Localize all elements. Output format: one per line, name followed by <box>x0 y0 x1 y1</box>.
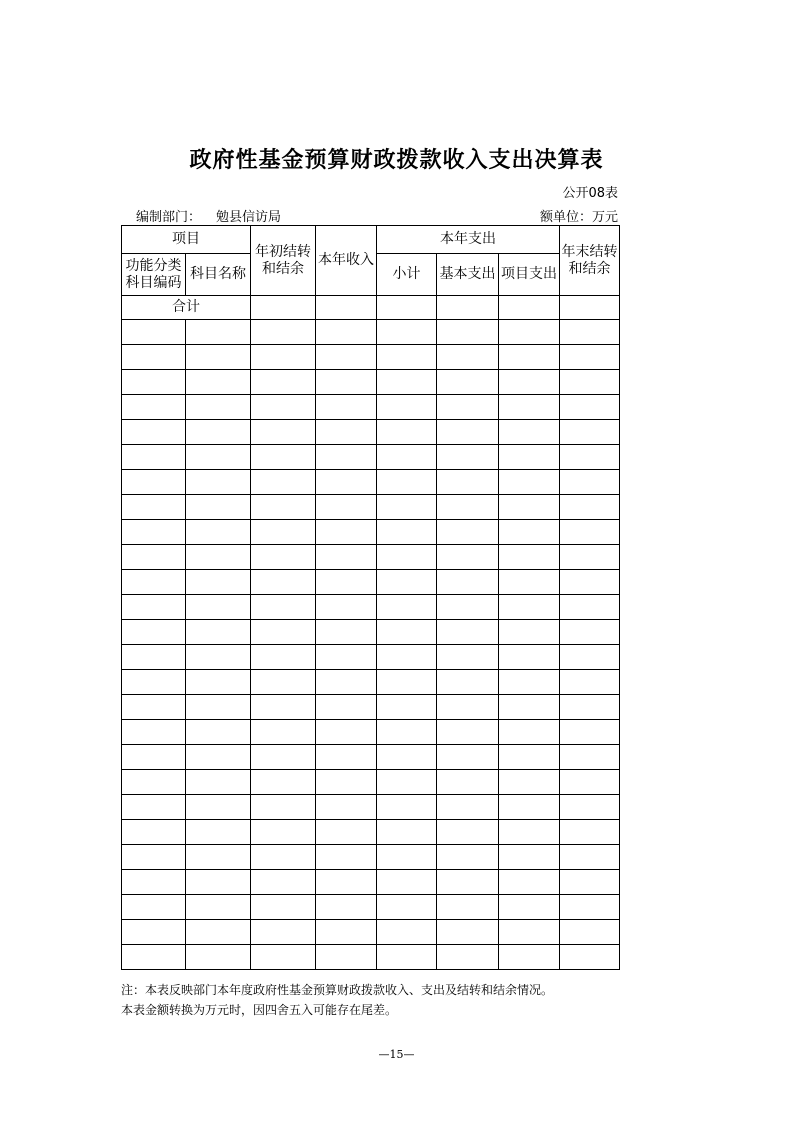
table-cell <box>499 870 560 895</box>
table-cell <box>560 645 620 670</box>
table-cell <box>437 795 499 820</box>
table-cell <box>560 345 620 370</box>
table-cell <box>499 620 560 645</box>
table-row <box>122 345 620 370</box>
table-cell <box>186 920 251 945</box>
table-cell <box>377 745 437 770</box>
table-row <box>122 395 620 420</box>
table-cell <box>251 470 316 495</box>
table-cell <box>251 945 316 970</box>
table-cell <box>560 570 620 595</box>
header-basic-expense: 基本支出 <box>437 254 499 296</box>
table-cell <box>437 645 499 670</box>
table-cell <box>560 920 620 945</box>
table-cell <box>186 695 251 720</box>
table-cell <box>437 470 499 495</box>
table-cell <box>499 895 560 920</box>
table-cell <box>251 495 316 520</box>
table-cell <box>377 820 437 845</box>
table-cell <box>186 345 251 370</box>
total-cell <box>437 296 499 320</box>
table-cell <box>251 595 316 620</box>
table-row <box>122 845 620 870</box>
table-cell <box>437 620 499 645</box>
table-cell <box>560 820 620 845</box>
table-cell <box>316 845 377 870</box>
table-row <box>122 470 620 495</box>
table-cell <box>186 370 251 395</box>
table-cell <box>316 570 377 595</box>
table-cell <box>377 845 437 870</box>
table-cell <box>251 345 316 370</box>
table-cell <box>251 670 316 695</box>
table-cell <box>186 845 251 870</box>
table-cell <box>316 545 377 570</box>
table-row <box>122 695 620 720</box>
table-cell <box>251 445 316 470</box>
table-cell <box>437 670 499 695</box>
table-cell <box>251 845 316 870</box>
table-cell <box>560 795 620 820</box>
table-cell <box>316 620 377 645</box>
table-cell <box>186 520 251 545</box>
table-cell <box>499 820 560 845</box>
table-cell <box>560 470 620 495</box>
total-cell <box>377 296 437 320</box>
table-cell <box>316 795 377 820</box>
table-cell <box>437 320 499 345</box>
table-cell <box>186 470 251 495</box>
table-cell <box>499 345 560 370</box>
table-cell <box>122 520 186 545</box>
table-cell <box>437 845 499 870</box>
table-cell <box>316 520 377 545</box>
table-row <box>122 720 620 745</box>
table-cell <box>377 345 437 370</box>
table-cell <box>122 695 186 720</box>
table-cell <box>437 445 499 470</box>
table-cell <box>499 595 560 620</box>
table-cell <box>499 945 560 970</box>
table-cell <box>499 320 560 345</box>
table-cell <box>186 570 251 595</box>
table-cell <box>560 695 620 720</box>
table-cell <box>316 670 377 695</box>
table-cell <box>377 395 437 420</box>
table-cell <box>437 745 499 770</box>
table-cell <box>499 370 560 395</box>
table-row <box>122 420 620 445</box>
table-cell <box>560 870 620 895</box>
table-cell <box>560 945 620 970</box>
table-row <box>122 645 620 670</box>
table-cell <box>316 345 377 370</box>
page-number: —15— <box>378 1048 415 1061</box>
table-cell <box>377 595 437 620</box>
table-cell <box>499 420 560 445</box>
table-cell <box>560 720 620 745</box>
table-cell <box>186 870 251 895</box>
total-cell <box>316 296 377 320</box>
table-cell <box>122 820 186 845</box>
table-cell <box>377 620 437 645</box>
table-cell <box>377 645 437 670</box>
table-cell <box>251 745 316 770</box>
table-cell <box>437 595 499 620</box>
table-cell <box>437 695 499 720</box>
header-function-code: 功能分类科目编码 <box>122 254 186 296</box>
table-cell <box>122 445 186 470</box>
table-cell <box>560 620 620 645</box>
table-cell <box>437 345 499 370</box>
table-row <box>122 945 620 970</box>
table-cell <box>499 395 560 420</box>
table-cell <box>499 570 560 595</box>
table-cell <box>122 895 186 920</box>
header-closing-balance: 年末结转和结余 <box>560 226 620 296</box>
table-cell <box>186 745 251 770</box>
table-row <box>122 445 620 470</box>
table-cell <box>122 495 186 520</box>
table-cell <box>251 620 316 645</box>
table-cell <box>316 445 377 470</box>
table-cell <box>377 570 437 595</box>
table-cell <box>377 670 437 695</box>
table-cell <box>316 695 377 720</box>
total-row <box>122 296 620 320</box>
table-cell <box>251 895 316 920</box>
header-annual-income: 本年收入 <box>316 226 377 296</box>
note-line: 注：本表反映部门本年度政府性基金预算财政拨款收入、支出及结转和结余情况。 <box>121 983 554 997</box>
table-cell <box>186 645 251 670</box>
table-row <box>122 745 620 770</box>
table-cell <box>560 670 620 695</box>
table-row <box>122 520 620 545</box>
department-name: 勉县信访局 <box>216 210 282 225</box>
table-cell <box>186 620 251 645</box>
table-cell <box>122 345 186 370</box>
table-cell <box>316 820 377 845</box>
table-cell <box>377 420 437 445</box>
table-cell <box>499 670 560 695</box>
table-cell <box>560 445 620 470</box>
table-cell <box>251 420 316 445</box>
table-cell <box>437 820 499 845</box>
table-cell <box>499 795 560 820</box>
table-cell <box>560 495 620 520</box>
form-code: 公开08表 <box>562 186 618 201</box>
table-cell <box>186 670 251 695</box>
table-cell <box>251 545 316 570</box>
table-cell <box>251 695 316 720</box>
table-cell <box>186 320 251 345</box>
table-cell <box>377 370 437 395</box>
table-cell <box>437 870 499 895</box>
table-cell <box>316 720 377 745</box>
table-cell <box>251 370 316 395</box>
table-cell <box>186 720 251 745</box>
table-cell <box>560 745 620 770</box>
table-row <box>122 545 620 570</box>
table-cell <box>251 720 316 745</box>
note-line: 本表金额转换为万元时，因四舍五入可能存在尾差。 <box>121 1003 398 1017</box>
table-cell <box>499 645 560 670</box>
table-cell <box>499 845 560 870</box>
table-cell <box>122 395 186 420</box>
table-row <box>122 495 620 520</box>
table-cell <box>251 395 316 420</box>
table-cell <box>186 545 251 570</box>
table-cell <box>122 845 186 870</box>
table-cell <box>122 720 186 745</box>
table-cell <box>499 920 560 945</box>
table-cell <box>499 495 560 520</box>
table-cell <box>560 370 620 395</box>
table-cell <box>377 945 437 970</box>
table-cell <box>316 370 377 395</box>
table-cell <box>186 445 251 470</box>
table-cell <box>437 920 499 945</box>
table-cell <box>251 770 316 795</box>
table-row <box>122 370 620 395</box>
table-cell <box>251 820 316 845</box>
table-cell <box>560 520 620 545</box>
table-cell <box>499 770 560 795</box>
table-cell <box>251 570 316 595</box>
table-cell <box>437 545 499 570</box>
header-annual-expense: 本年支出 <box>377 226 560 254</box>
page-title: 政府性基金预算财政拨款收入支出决算表 <box>189 148 604 173</box>
table-row <box>122 770 620 795</box>
table-cell <box>437 420 499 445</box>
total-cell <box>251 296 316 320</box>
table-cell <box>122 920 186 945</box>
table-cell <box>499 520 560 545</box>
table-cell <box>437 520 499 545</box>
table-cell <box>122 795 186 820</box>
table-row <box>122 820 620 845</box>
table-cell <box>377 545 437 570</box>
table-cell <box>499 545 560 570</box>
table-cell <box>377 520 437 545</box>
table-cell <box>437 495 499 520</box>
table-cell <box>186 945 251 970</box>
table-cell <box>377 920 437 945</box>
table-cell <box>122 870 186 895</box>
amount-unit: 额单位：万元 <box>539 210 618 225</box>
header-subtotal: 小计 <box>377 254 437 296</box>
table-cell <box>437 395 499 420</box>
table-cell <box>316 645 377 670</box>
table-cell <box>437 720 499 745</box>
table-cell <box>437 570 499 595</box>
table-cell <box>122 370 186 395</box>
table-cell <box>560 770 620 795</box>
table-cell <box>499 470 560 495</box>
table-cell <box>499 695 560 720</box>
header-project-expense: 项目支出 <box>499 254 560 296</box>
table-row <box>122 870 620 895</box>
department-label: 编制部门： <box>136 210 202 225</box>
table-cell <box>122 470 186 495</box>
table-cell <box>316 320 377 345</box>
table-cell <box>437 945 499 970</box>
table-cell <box>316 745 377 770</box>
table-cell <box>560 320 620 345</box>
table-cell <box>251 795 316 820</box>
table-cell <box>122 620 186 645</box>
table-cell <box>560 420 620 445</box>
table-cell <box>251 520 316 545</box>
table-cell <box>122 945 186 970</box>
table-cell <box>186 895 251 920</box>
table-cell <box>316 595 377 620</box>
header-item: 项目 <box>122 226 251 254</box>
table-cell <box>377 720 437 745</box>
table-row <box>122 620 620 645</box>
notes <box>121 980 641 1020</box>
total-cell <box>499 296 560 320</box>
table-cell <box>186 795 251 820</box>
table-cell <box>560 395 620 420</box>
table-cell <box>186 495 251 520</box>
table-cell <box>560 595 620 620</box>
table-cell <box>377 795 437 820</box>
table-cell <box>251 920 316 945</box>
table-cell <box>122 645 186 670</box>
table-cell <box>316 495 377 520</box>
table-cell <box>437 895 499 920</box>
table-cell <box>186 595 251 620</box>
table-cell <box>316 920 377 945</box>
table-cell <box>499 745 560 770</box>
table-cell <box>316 770 377 795</box>
table-cell <box>377 320 437 345</box>
header-subject-name: 科目名称 <box>186 254 251 296</box>
table-row <box>122 895 620 920</box>
table-cell <box>560 895 620 920</box>
table-row <box>122 320 620 345</box>
table-row <box>122 920 620 945</box>
table-cell <box>122 420 186 445</box>
table-cell <box>377 445 437 470</box>
table-row <box>122 670 620 695</box>
table-cell <box>377 870 437 895</box>
table-cell <box>377 770 437 795</box>
budget-table <box>121 225 620 970</box>
table-cell <box>437 770 499 795</box>
table-cell <box>316 420 377 445</box>
table-cell <box>186 770 251 795</box>
table-cell <box>560 845 620 870</box>
table-cell <box>437 370 499 395</box>
table-cell <box>377 895 437 920</box>
table-cell <box>316 945 377 970</box>
table-row <box>122 795 620 820</box>
table-cell <box>377 495 437 520</box>
table-cell <box>186 395 251 420</box>
table-cell <box>499 445 560 470</box>
table-cell <box>122 570 186 595</box>
header-opening-balance: 年初结转和结余 <box>251 226 316 296</box>
table-cell <box>377 470 437 495</box>
table-cell <box>316 470 377 495</box>
table-cell <box>122 595 186 620</box>
table-cell <box>560 545 620 570</box>
table-row <box>122 595 620 620</box>
table-cell <box>186 420 251 445</box>
table-cell <box>251 320 316 345</box>
table-cell <box>122 545 186 570</box>
table-cell <box>251 870 316 895</box>
table-cell <box>122 770 186 795</box>
table-cell <box>377 695 437 720</box>
total-cell <box>560 296 620 320</box>
total-label: 合计 <box>122 296 251 320</box>
table-cell <box>316 870 377 895</box>
table-cell <box>122 320 186 345</box>
table-cell <box>122 670 186 695</box>
table-cell <box>186 820 251 845</box>
table-cell <box>122 745 186 770</box>
table-cell <box>316 395 377 420</box>
table-cell <box>251 645 316 670</box>
table-row <box>122 570 620 595</box>
table-cell <box>316 895 377 920</box>
table-cell <box>499 720 560 745</box>
